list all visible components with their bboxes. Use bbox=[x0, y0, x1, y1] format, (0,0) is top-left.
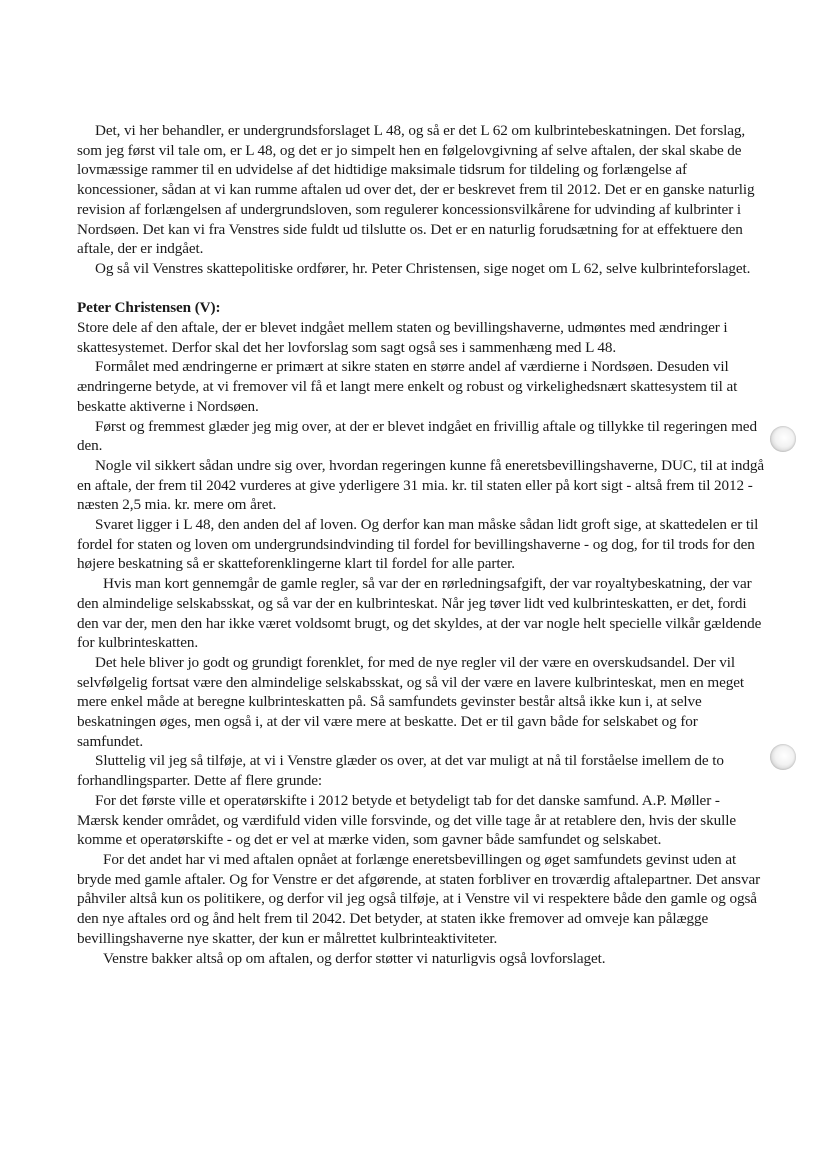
paragraph: Store dele af den aftale, der er blevet indgået mellem staten og bevillingshaverne, udmøntes med ændringer i skattesystemet. Derfor skal det her lovforslag som sagt også ses i sammenhæng med L 48. bbox=[77, 319, 728, 356]
punch-hole-mark bbox=[770, 744, 796, 770]
paragraph: Det hele bliver jo godt og grundigt forenklet, for med de nye regler vil der være en overskudsandel. Der vil selvfølgelig fortsat være den almindelige selskabsskat, og så vil der være en lavere kulbrinteskat, men en meget mere enkel måde at beregne kulbrinteskatten på. Så samfundets gevinster består altså ikke kun i, at selve beskatningen øges, men også i, at der vil være mere at beskatte. Det er til gavn både for selskabet og for samfundet. bbox=[77, 653, 744, 750]
paragraph: Først og fremmest glæder jeg mig over, at der er blevet indgået en frivillig aftale og tillykke til regeringen med den. bbox=[77, 417, 757, 455]
document-page bbox=[77, 121, 765, 968]
speaker-heading: Peter Christensen (V): bbox=[77, 299, 221, 317]
paragraph: Formålet med ændringerne er primært at sikre staten en større andel af værdierne i Nordsøen. Desuden vil ændringerne betyde, at vi fremover vil få et langt mere enkelt og robust og virkelighedsnært skattesystem til at beskatte aktiverne i Nordsøen. bbox=[77, 358, 738, 415]
paragraph: Det, vi her behandler, er undergrundsforslaget L 48, og så er det L 62 om kulbrintebeskatningen. Det forslag, som jeg først vil tale om, er L 48, og det er jo simpelt hen en følgelovgivning af selve aftalen, der skal skabe de lovmæssige rammer til en udvidelse af det hidtidige maksimale tidsrum for tildeling og forlængelse af koncessioner, sådan at vi kan rumme aftalen ud over det, der er beskrevet frem til 2012. Det er en ganske naturlig revision af forlængelsen af undergrundsloven, som regulerer koncessionsvilkårene for udvinding af kulbrinter i Nordsøen. Det kan vi fra Venstres side fuldt ud tilslutte os. Det er en naturlig forudsætning for at effektuere den aftale, der er indgået. bbox=[77, 122, 755, 258]
paragraph: Venstre bakker altså op om aftalen, og derfor støtter vi naturligvis også lovforslaget. bbox=[103, 949, 606, 967]
paragraph: Og så vil Venstres skattepolitiske ordfører, hr. Peter Christensen, sige noget om L 62, selve kulbrinteforslaget. bbox=[95, 259, 751, 277]
paragraph: Sluttelig vil jeg så tilføje, at vi i Venstre glæder os over, at det var muligt at nå til forståelse imellem de to forhandlingsparter. Dette af flere grunde: bbox=[77, 752, 724, 790]
punch-hole-mark bbox=[770, 426, 796, 452]
paragraph-spacer bbox=[77, 279, 765, 299]
paragraph: Nogle vil sikkert sådan undre sig over, hvordan regeringen kunne få eneretsbevillingshaverne, DUC, til at indgå en aftale, der frem til 2042 vurderes at give yderligere 31 mia. kr. til staten eller på kort sigt - altså frem til 2012 - næsten 2,5 mia. kr. mere om året. bbox=[77, 456, 765, 514]
paragraph: For det første ville et operatørskifte i 2012 betyde et betydeligt tab for det danske samfund. A.P. Møller - Mærsk kender området, og værdifuld viden ville forsvinde, og det ville tage år at retablere den, hvis der skulle komme et operatørskifte - og det er vel at mærke viden, som gavner både samfundet og selskabet. bbox=[77, 791, 736, 849]
paragraph: Hvis man kort gennemgår de gamle regler, så var der en rørledningsafgift, der var royaltybeskatning, der var den almindelige selskabsskat, og så var der en kulbrinteskat. Når jeg tøver lidt ved kulbrinteskatten, er det, fordi den var der, men den har ikke været voldsomt brugt, og det skyldes, at der var nogle helt specielle vilkår gældende for kulbrinteskatten. bbox=[77, 575, 762, 652]
paragraph: For det andet har vi med aftalen opnået at forlænge eneretsbevillingen og øget samfundets gevinst uden at bryde med gamle aftaler. Og for Venstre er det afgørende, at staten forbliver en troværdig aftalepartner. Det ansvar påhviler altså kun os politikere, og derfor vil jeg også tilføje, at i Venstre vil vi respektere både den gamle og også den nye aftales ord og ånd helt frem til 2042. Det betyder, at staten ikke fremover ad omveje kan pålægge bevillingshaverne nye skatter, der kun er målrettet kulbrinteaktiviteter. bbox=[77, 851, 761, 947]
paragraph: Svaret ligger i L 48, den anden del af loven. Og derfor kan man måske sådan lidt groft sige, at skattedelen er til fordel for staten og loven om undergrundsindvinding til fordel for bevillingshaverne - og dog, for til trods for den højere beskatning så er skatteforenklingerne klart til fordel for alle parter. bbox=[77, 516, 759, 573]
